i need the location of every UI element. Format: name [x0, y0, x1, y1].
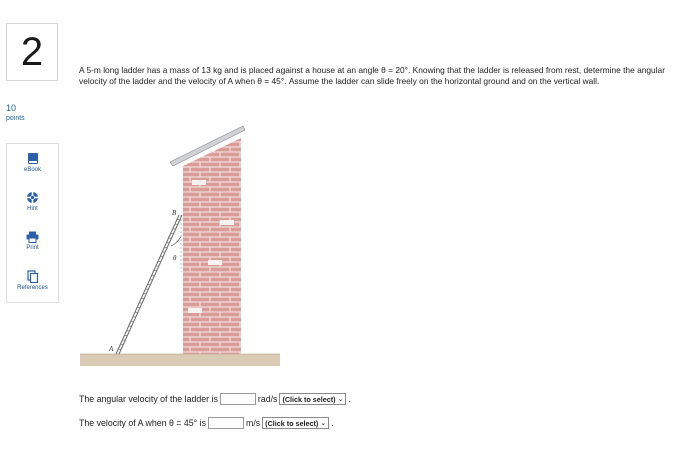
question-number-box	[6, 23, 58, 81]
ladder-figure	[80, 122, 280, 372]
answer-row-velocity-a	[79, 417, 334, 429]
sentence-period: .	[331, 418, 334, 428]
points-value: 10	[6, 103, 17, 113]
angular-velocity-unit: rad/s	[257, 394, 278, 404]
ladder-diagram	[80, 122, 280, 372]
velocity-a-select-text: (Click to select)	[265, 418, 319, 428]
problem-statement: A 5-m long ladder has a mass of 13 kg and is placed against a house at an angle θ = 20°. Knowing that the ladder is released from rest, determine the angular velocity of the ladder and the velocity of A when θ = 45°. Assume the ladder can slide freely on the horizontal ground and on the vertical wall.	[79, 65, 666, 86]
tools-panel	[6, 143, 59, 303]
documents-icon	[27, 270, 39, 283]
answer-row-angular-velocity	[79, 393, 351, 405]
hint-label: Hint	[27, 206, 38, 212]
print-label: Print	[26, 245, 39, 251]
ground	[80, 354, 280, 366]
velocity-a-prompt: The velocity of A when θ = 45° is	[79, 418, 206, 428]
angular-velocity-direction-select[interactable]	[279, 393, 346, 405]
hint-button[interactable]	[7, 191, 58, 212]
question-number: 2	[20, 29, 44, 74]
printer-icon	[26, 231, 39, 243]
label-b: B	[172, 209, 177, 217]
book-icon	[27, 152, 39, 165]
chevron-down-icon: ⌄	[337, 396, 344, 403]
brick-wall	[183, 138, 241, 354]
label-a: A	[109, 345, 114, 353]
sentence-period: .	[348, 394, 351, 404]
chevron-down-icon: ⌄	[320, 420, 327, 427]
references-label: References	[17, 285, 48, 291]
angular-velocity-select-text: (Click to select)	[282, 394, 336, 404]
velocity-a-direction-select[interactable]	[262, 417, 329, 429]
print-button[interactable]	[7, 231, 58, 251]
ebook-label: eBook	[23, 167, 41, 173]
angular-velocity-prompt: The angular velocity of the ladder is	[79, 394, 218, 404]
label-theta: θ	[173, 254, 177, 262]
velocity-a-input[interactable]	[208, 417, 244, 429]
angular-velocity-input[interactable]	[220, 393, 256, 405]
lifebuoy-icon	[26, 191, 39, 204]
velocity-a-unit: m/s	[246, 418, 261, 428]
ebook-button[interactable]	[7, 152, 58, 173]
points-label: points	[6, 115, 25, 122]
references-button[interactable]	[7, 270, 58, 291]
